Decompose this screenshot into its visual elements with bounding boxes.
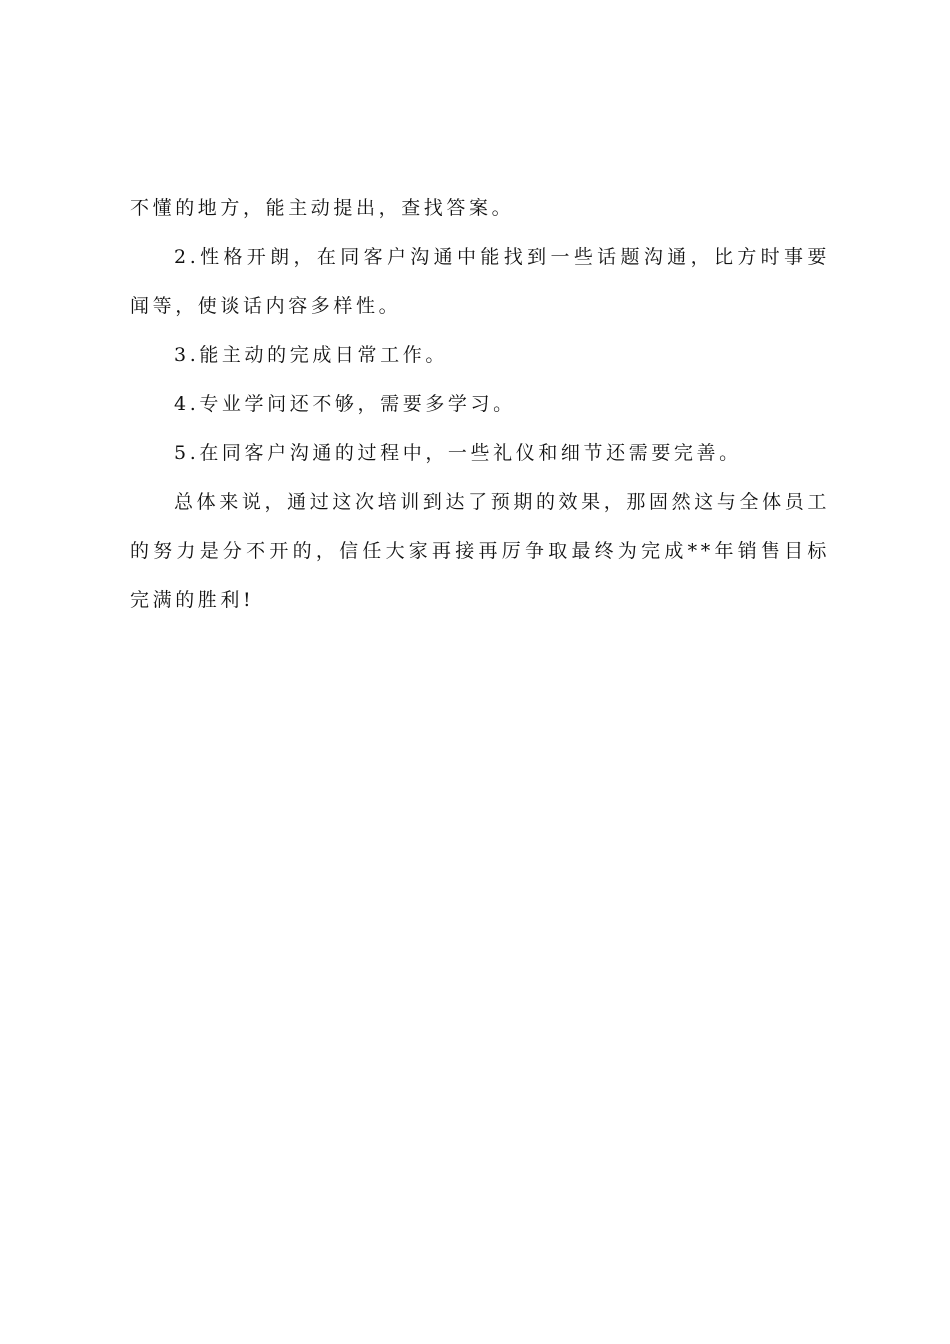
document-body bbox=[130, 184, 830, 625]
paragraph-item-3: 3.能主动的完成日常工作。 bbox=[174, 344, 448, 366]
paragraph-item-5: 5.在同客户沟通的过程中，一些礼仪和细节还需要完善。 bbox=[174, 442, 742, 464]
paragraph-continued: 不懂的地方，能主动提出，查找答案。 bbox=[130, 197, 515, 219]
paragraph-item-4: 4.专业学问还不够，需要多学习。 bbox=[174, 393, 516, 415]
paragraph-item-2: 2.性格开朗，在同客户沟通中能找到一些话题沟通，比方时事要闻等，使谈话内容多样性。 bbox=[130, 246, 830, 317]
paragraph-summary: 总体来说，通过这次培训到达了预期的效果，那固然这与全体员工的努力是分不开的，信任大家再接再厉争取最终为完成**年销售目标完满的胜利! bbox=[130, 491, 830, 611]
